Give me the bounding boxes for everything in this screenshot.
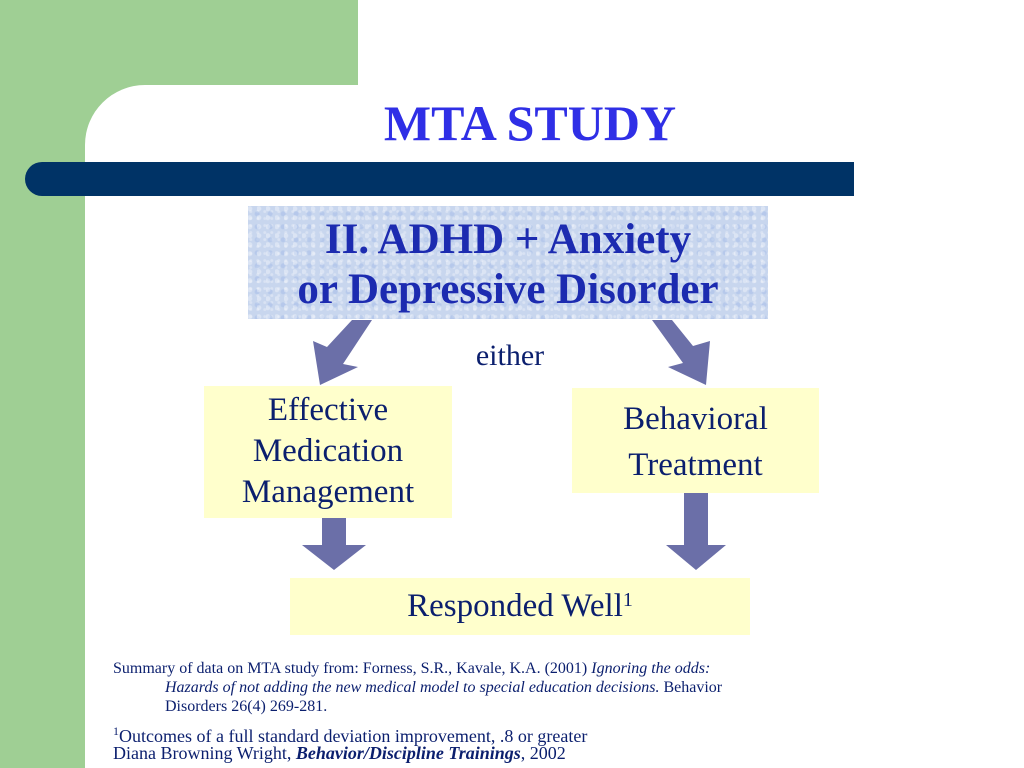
behavioral-treatment-box <box>572 388 819 493</box>
credit-work-title: Behavior/Discipline Trainings <box>295 743 521 763</box>
footnote-text: Outcomes of a full standard deviation improvement, .8 or greater <box>119 726 588 746</box>
header-line-1: II. ADHD + Anxiety <box>324 216 692 263</box>
credit-author: Diana Browning Wright, <box>113 743 296 763</box>
responded-well-text: Responded Well <box>407 588 623 624</box>
citation-title-part-2: Hazards of not adding the new medical model to special education decisions. <box>165 679 660 696</box>
responded-well-box <box>290 578 750 635</box>
arrow-medication-to-result <box>302 518 366 570</box>
citation-line-1 <box>113 659 903 678</box>
citation-title-part-1: Ignoring the odds: <box>591 660 711 677</box>
citation-line-2 <box>113 678 903 697</box>
either-label: either <box>475 339 545 372</box>
header-line-2: or Depressive Disorder <box>297 266 719 313</box>
footnote-marker: 1 <box>113 724 119 738</box>
responded-well-footnote-marker: 1 <box>622 589 633 611</box>
citation-suffix-part-1: Behavior <box>659 679 723 696</box>
arrow-to-medication <box>313 320 372 385</box>
slide-title: MTA STUDY <box>383 95 677 151</box>
arrow-behavioral-to-result <box>666 493 726 570</box>
citation <box>113 659 903 716</box>
behavioral-line-2: Treatment <box>628 447 763 483</box>
medication-line-3: Management <box>241 474 415 510</box>
citation-line-3: Disorders 26(4) 269-281. <box>165 698 328 715</box>
citation-prefix: Summary of data on MTA study from: Forness, S.R., Kavale, K.A. (2001) <box>113 660 592 677</box>
medication-line-2: Medication <box>252 433 404 469</box>
credit-year: , 2002 <box>520 743 566 763</box>
arrow-to-behavioral <box>652 320 710 385</box>
behavioral-line-1: Behavioral <box>623 401 768 437</box>
medication-management-box <box>204 386 452 518</box>
author-credit <box>113 742 903 764</box>
medication-line-1: Effective <box>267 392 389 428</box>
